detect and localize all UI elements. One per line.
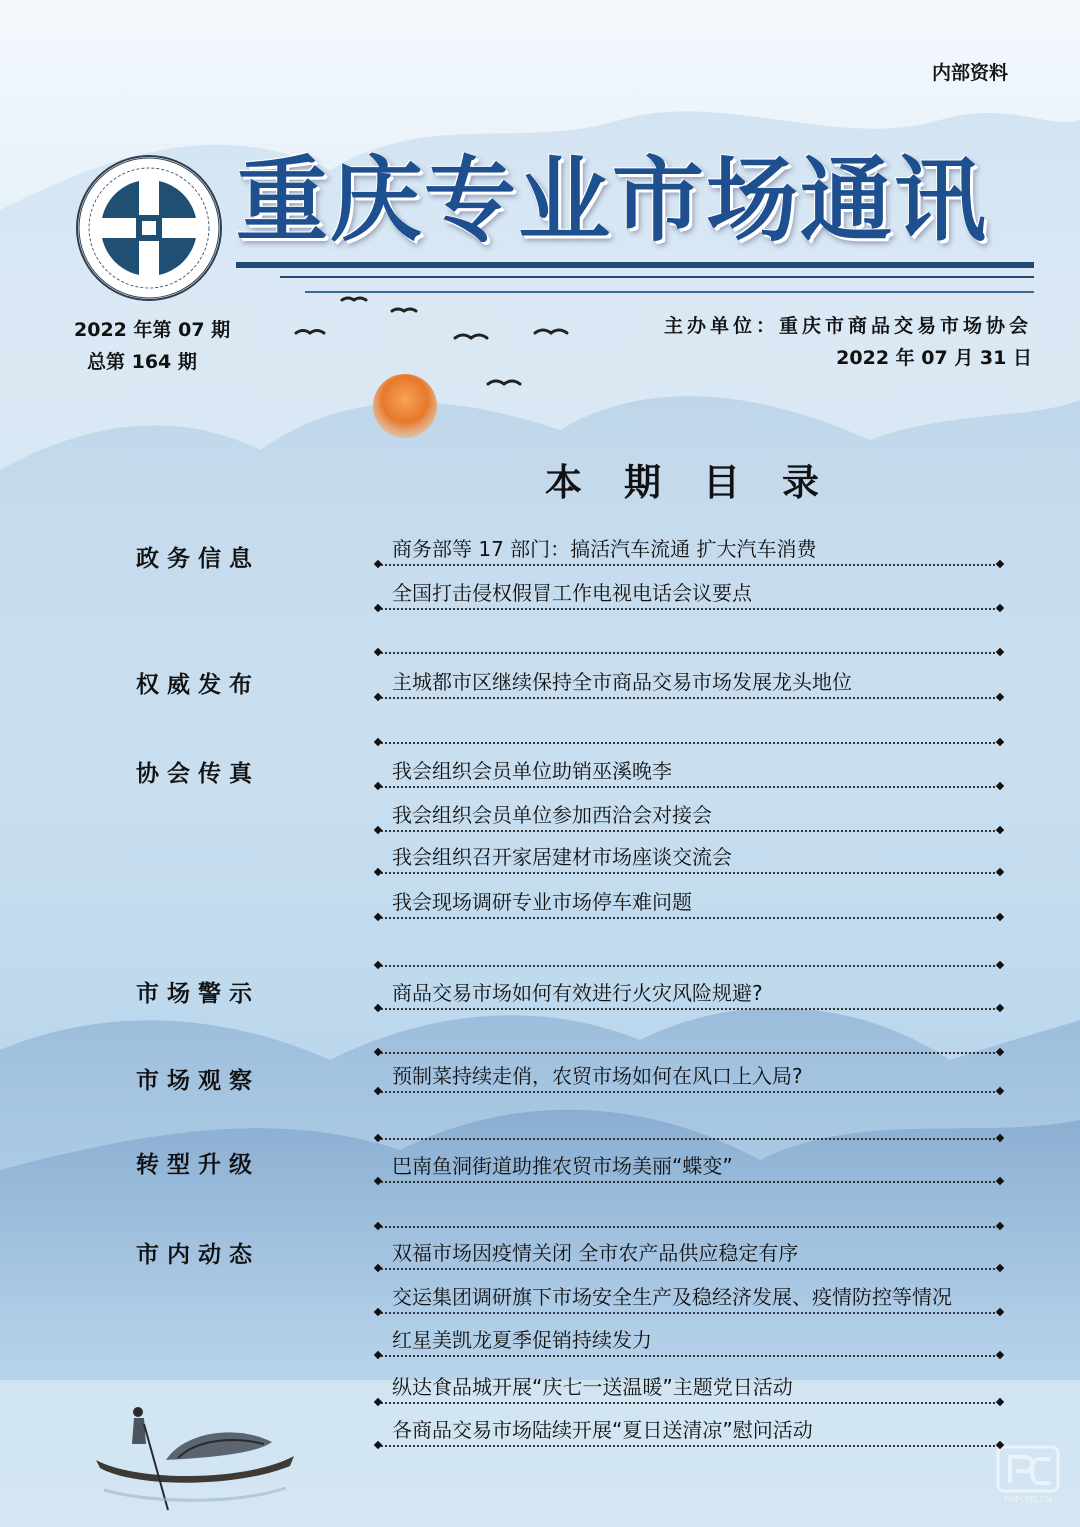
toc-entry[interactable] <box>372 1376 1002 1402</box>
toc-entry-title: 纵达食品城开展“庆七一送温暖”主题党日活动 <box>392 1375 793 1399</box>
toc-entry-title: 商品交易市场如何有效进行火灾风险规避? <box>392 981 763 1005</box>
sun <box>373 374 437 438</box>
sponsor-info <box>664 310 1032 374</box>
masthead-rule <box>236 262 1034 268</box>
toc-category: 转型升级 <box>136 1152 260 1178</box>
toc-title: 本期目录 <box>545 461 861 504</box>
toc-category: 协会传真 <box>136 761 260 787</box>
internal-material-label: 内部资料 <box>931 62 1008 84</box>
watermark-text: PHPCMS.CN <box>1004 1495 1052 1504</box>
toc-dotted-separator <box>378 1402 1002 1404</box>
toc-dotted-separator <box>378 786 1002 788</box>
toc-entry-title: 全国打击侵权假冒工作电视电话会议要点 <box>392 581 752 605</box>
toc-entry[interactable] <box>372 1329 1002 1355</box>
toc-entry[interactable] <box>372 1242 1002 1268</box>
toc-category: 市内动态 <box>136 1242 260 1268</box>
toc-dotted-separator <box>378 564 1002 566</box>
toc-entry-title: 我会组织会员单位参加西洽会对接会 <box>392 803 712 827</box>
toc-entry[interactable] <box>372 982 1002 1008</box>
masthead-rule <box>305 291 1034 293</box>
toc-dotted-separator <box>378 652 1002 654</box>
toc-dotted-separator <box>378 1138 1002 1140</box>
toc-dotted-separator <box>378 1091 1002 1093</box>
toc-category: 权威发布 <box>136 672 260 698</box>
issue-info <box>74 314 230 378</box>
issue-number: 2022 年第 07 期 <box>74 319 231 341</box>
toc-entry[interactable] <box>372 1065 1002 1091</box>
toc-dotted-separator <box>378 742 1002 744</box>
toc-category: 市场观察 <box>136 1068 260 1094</box>
toc-entry-title: 我会现场调研专业市场停车难问题 <box>392 890 692 914</box>
toc-dotted-separator <box>378 1052 1002 1054</box>
toc-entry-title: 商务部等 17 部门：搞活汽车流通 扩大汽车消费 <box>392 537 817 561</box>
toc-entry[interactable] <box>372 891 1002 917</box>
toc-entry-title: 预制菜持续走俏，农贸市场如何在风口上入局? <box>392 1064 803 1088</box>
toc-entry-title: 各商品交易市场陆续开展“夏日送清凉”慰问活动 <box>392 1418 813 1442</box>
toc-dotted-separator <box>378 697 1002 699</box>
toc-entry[interactable] <box>372 538 1002 564</box>
masthead-rule <box>280 276 1034 278</box>
publish-date: 2022 年 07 月 31 日 <box>836 347 1032 369</box>
masthead-title: 重庆专业市场通讯 <box>236 147 989 254</box>
toc-entry-title: 主城都市区继续保持全市商品交易市场发展龙头地位 <box>392 670 852 694</box>
toc-dotted-separator <box>378 872 1002 874</box>
toc-entry[interactable] <box>372 1155 1002 1181</box>
toc-entry[interactable] <box>372 671 1002 697</box>
phpcms-watermark-logo <box>996 1445 1060 1505</box>
toc-dotted-separator <box>378 1008 1002 1010</box>
toc-dotted-separator <box>378 1445 1002 1447</box>
toc-dotted-separator <box>378 917 1002 919</box>
association-logo <box>74 153 224 303</box>
toc-dotted-separator <box>378 1312 1002 1314</box>
toc-dotted-separator <box>378 830 1002 832</box>
toc-dotted-separator <box>378 1181 1002 1183</box>
toc-dotted-separator <box>378 965 1002 967</box>
toc-dotted-separator <box>378 608 1002 610</box>
toc-entry-title: 巴南鱼洞街道助推农贸市场美丽“蝶变” <box>392 1154 733 1178</box>
toc-category: 市场警示 <box>136 981 260 1007</box>
toc-dotted-separator <box>378 1226 1002 1228</box>
toc-dotted-separator <box>378 1355 1002 1357</box>
toc-entry[interactable] <box>372 760 1002 786</box>
total-issue-number: 总第 164 期 <box>87 351 197 373</box>
toc-entry-title: 交运集团调研旗下市场安全生产及稳经济发展、疫情防控等情况 <box>392 1285 952 1309</box>
toc-category: 政务信息 <box>136 546 260 572</box>
toc-entry[interactable] <box>372 846 1002 872</box>
toc-entry-title: 双福市场因疫情关闭 全市农产品供应稳定有序 <box>392 1241 799 1265</box>
toc-dotted-separator <box>378 1268 1002 1270</box>
toc-entry-title: 我会组织召开家居建材市场座谈交流会 <box>392 845 732 869</box>
toc-entry-title: 红星美凯龙夏季促销持续发力 <box>392 1328 652 1352</box>
toc-entry[interactable] <box>372 1419 1002 1445</box>
toc-entry[interactable] <box>372 582 1002 608</box>
toc-entry[interactable] <box>372 1286 1002 1312</box>
sponsor-unit: 主办单位：重庆市商品交易市场协会 <box>663 315 1032 337</box>
toc-entry-title: 我会组织会员单位助销巫溪晚李 <box>392 759 672 783</box>
toc-entry[interactable] <box>372 804 1002 830</box>
